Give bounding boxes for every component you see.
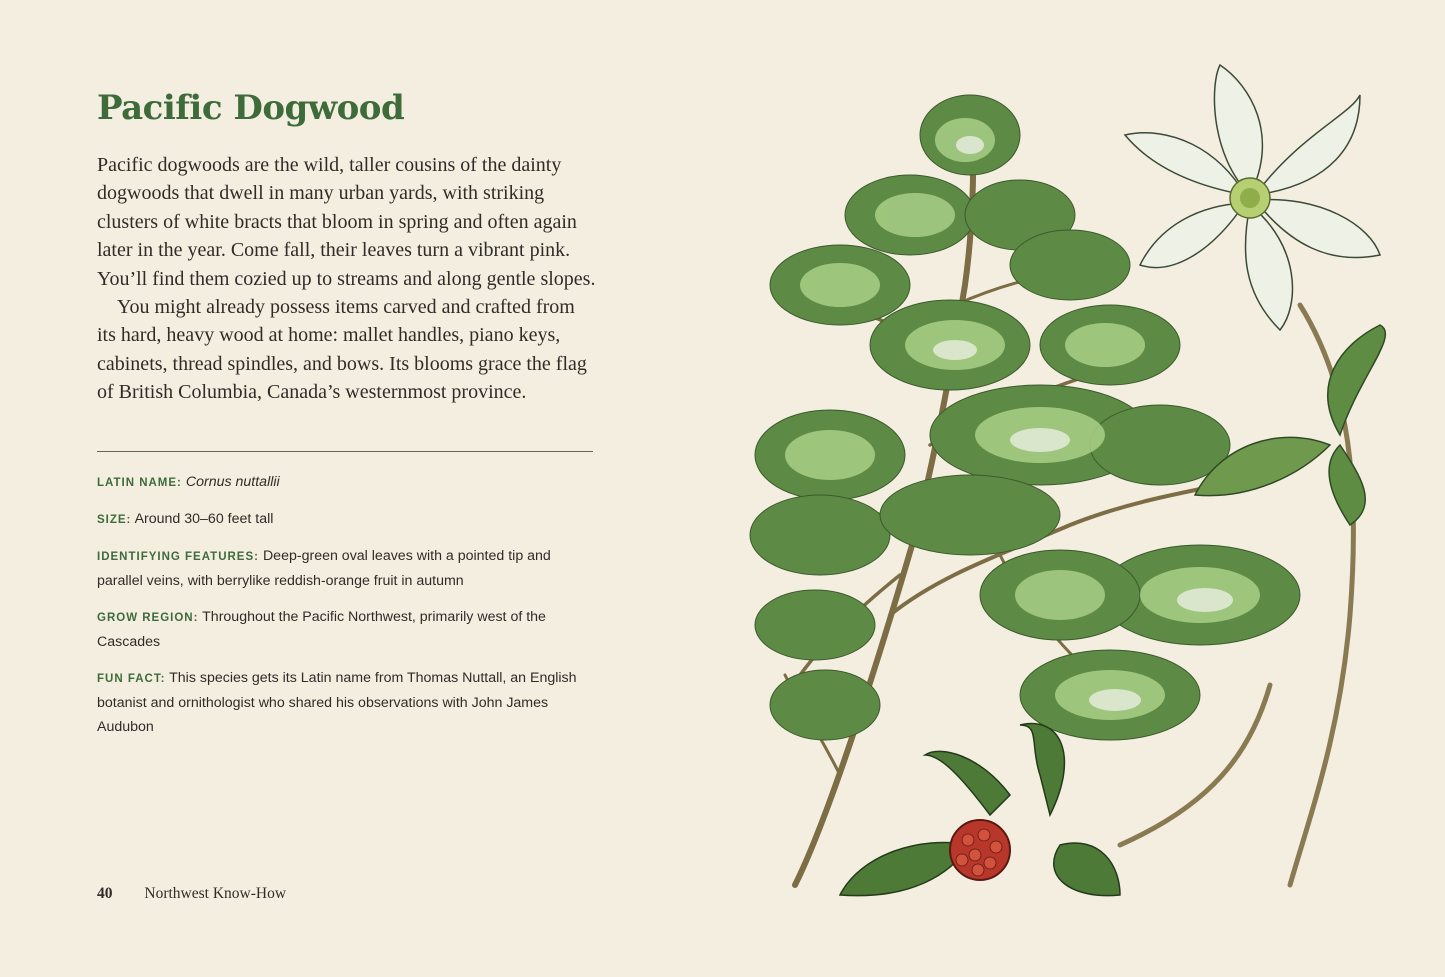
fact-label: GROW REGION: xyxy=(97,612,199,624)
page-title: Pacific Dogwood xyxy=(97,88,405,128)
fact-label: SIZE: xyxy=(97,514,132,526)
fact-size xyxy=(97,507,597,532)
dogwood-illustration xyxy=(740,55,1400,915)
fact-value: Throughout the Pacific Northwest, primarily west of the Cascades xyxy=(97,609,546,650)
fact-value: This species gets its Latin name from Thomas Nuttall, an English botanist and ornithologist who shared his observations with John James Audubon xyxy=(97,670,577,735)
left-page xyxy=(97,0,597,977)
body-text xyxy=(97,151,597,407)
stem-leaves xyxy=(1195,325,1385,525)
divider xyxy=(97,451,593,452)
fact-value: Deep-green oval leaves with a pointed tip and parallel veins, with berrylike reddish-orange fruit in autumn xyxy=(97,548,551,589)
facts-list xyxy=(97,470,597,751)
fact-value: Cornus nuttallii xyxy=(185,474,280,490)
fact-value: Around 30–60 feet tall xyxy=(134,511,274,527)
dogwood-flower xyxy=(1125,65,1380,330)
fact-label: IDENTIFYING FEATURES: xyxy=(97,551,259,563)
paragraph-uses: You might already possess items carved and crafted from its hard, heavy wood at home: mallet handles, piano keys, cabinets, thread spindles, and bows. Its blooms grace the flag of British Columbia, Canada’s westernmost province. xyxy=(97,296,587,404)
page-number: 40 xyxy=(97,885,113,902)
fact-latin-name xyxy=(97,470,597,495)
page-footer xyxy=(97,885,497,903)
fact-identifying-features xyxy=(97,544,597,593)
section-title: Northwest Know-How xyxy=(144,885,287,902)
fact-label: LATIN NAME: xyxy=(97,477,182,489)
foliage xyxy=(750,95,1300,740)
paragraph-intro: Pacific dogwoods are the wild, taller cousins of the dainty dogwoods that dwell in many urban yards, with striking clusters of white bracts that bloom in spring and often again later in the year. Come fall, their leaves turn a vibrant pink. You’ll find them cozied up to streams and along gentle slopes. xyxy=(97,154,596,290)
fact-label: FUN FACT: xyxy=(97,673,166,685)
fact-grow-region xyxy=(97,605,597,654)
fact-fun-fact xyxy=(97,666,597,739)
